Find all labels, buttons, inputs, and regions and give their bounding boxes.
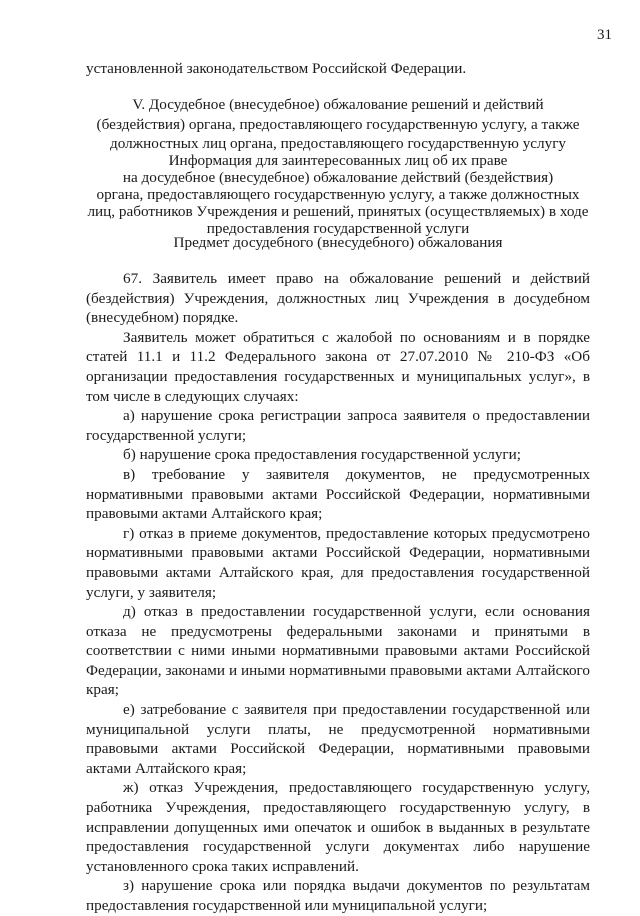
- info-heading: [86, 152, 590, 237]
- subject-heading-text: Предмет досудебного (внесудебного) обжалования: [173, 234, 503, 251]
- item-b: б) нарушение срока предоставления государственной услуги;: [123, 446, 521, 464]
- info-heading-line-5: предоставления государственной услуги: [206, 220, 470, 237]
- section-heading-line-2: (бездействия) органа, предоставляющего государственную услугу, а также: [96, 115, 580, 133]
- paragraph-grounds: Заявитель может обратиться с жалобой по основаниям и в порядке статей 11.1 и 11.2 Федерального закона от 27.07.2010 № 210-ФЗ «Об организации предоставления государственных и муниципальных услуг», в том числе в следующих случаях:: [86, 328, 590, 405]
- page-number: 31: [597, 27, 612, 43]
- item-e: е) затребование с заявителя при предоставлении государственной или муниципальной услуги платы, не предусмотренной нормативными правовыми актами Российской Федерации, нормативными правовыми актами Алтайского края;: [86, 701, 590, 777]
- info-heading-line-4: лиц, работников Учреждения и решений, принятых (осуществляемых) в ходе: [87, 203, 589, 220]
- item-v: в) требование у заявителя документов, не предусмотренных нормативными правовыми актами Российской Федерации, нормативными правовыми актами Алтайского края;: [86, 465, 590, 523]
- info-heading-line-3: органа, предоставляющего государственную услугу, а также должностных: [96, 186, 580, 203]
- section-heading-line-3: должностных лиц органа, предоставляющего государственную услугу: [109, 135, 567, 153]
- section-heading: [86, 95, 590, 154]
- item-d: д) отказ в предоставлении государственной услуги, если основания отказа не предусмотрены федеральными законами и принятыми в соответствии с ними иными нормативными правовыми актами Российской Федерации, законами и иными нормативными правовыми актами Алтайского края;: [86, 603, 590, 699]
- paragraph-67: 67. Заявитель имеет право на обжалование решений и действий (бездействия) Учреждения, должностных лиц Учреждения в досудебном (внесудебном) порядке.: [86, 270, 590, 327]
- item-zh: ж) отказ Учреждения, предоставляющего государственную услугу, работника Учреждения, предоставляющего государственную услугу, в исправлении допущенных ими опечаток и ошибок в выданных в результате предоставления государственной услуги документах либо нарушение установленного срока таких исправлений.: [86, 779, 590, 875]
- item-g: г) отказ в приеме документов, предоставление которых предусмотрено нормативными правовыми актами Российской Федерации, нормативными правовыми актами Алтайского края, для предоставления государственной услуги, у заявителя;: [86, 524, 590, 601]
- item-z: з) нарушение срока или порядка выдачи документов по результатам предоставления государственной или муниципальной услуги;: [86, 877, 590, 914]
- lead-line-text: установленной законодательством Российской Федерации.: [86, 60, 467, 77]
- info-heading-line-2: на досудебное (внесудебное) обжалование действий (бездействия): [122, 169, 554, 186]
- section-heading-line-1: V. Досудебное (внесудебное) обжалование решений и действий: [132, 96, 544, 113]
- lead-line: [86, 59, 590, 79]
- info-heading-line-1: Информация для заинтересованных лиц об их праве: [168, 152, 508, 169]
- subject-heading: [86, 233, 590, 253]
- item-a: а) нарушение срока регистрации запроса заявителя о предоставлении государственной услуги;: [86, 407, 590, 444]
- body-text: [86, 269, 590, 916]
